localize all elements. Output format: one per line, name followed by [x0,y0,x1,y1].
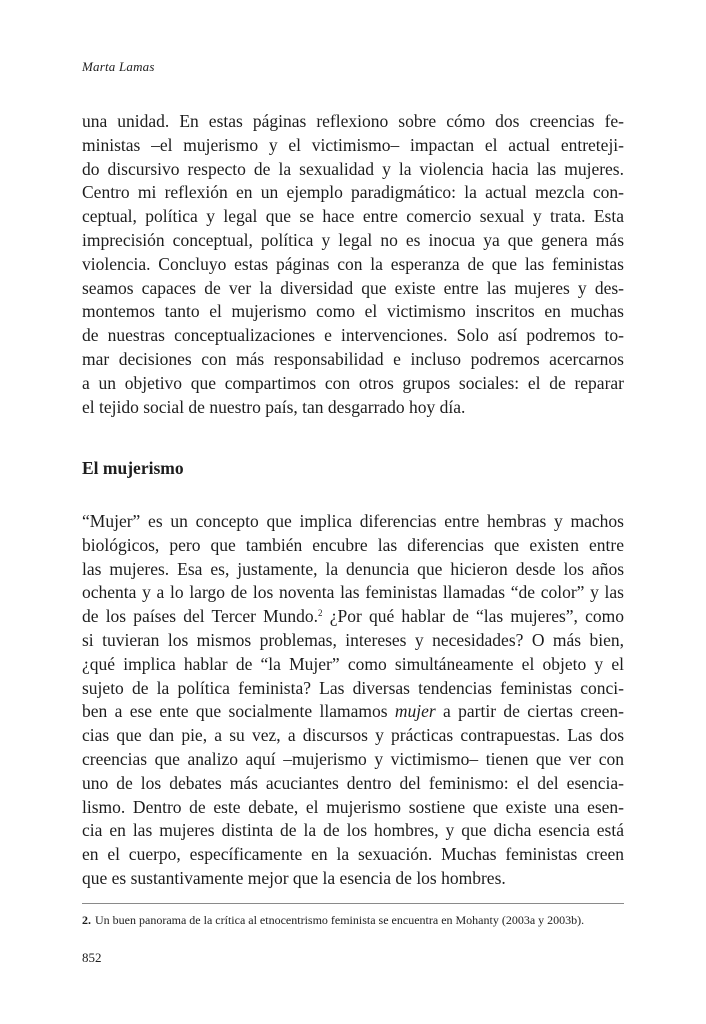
line-text: ben a ese ente que socialmente llamamos [82,701,395,722]
paragraph-line: cias que dan pie, a su vez, a discursos y prácticas contrapuestas. Las dos [82,725,624,746]
paragraph-line: ochenta y a lo largo de los noventa las feministas llamadas “de color” y las [82,582,624,603]
paragraph-line: lismo. Dentro de este debate, el mujerismo sostiene que existe una esen- [82,796,624,817]
paragraph-line: violencia. Concluyo estas páginas con la esperanza de que las feministas [82,253,624,274]
paragraph-line: seamos capaces de ver la diversidad que existe entre las mujeres y des- [82,277,624,298]
page-number: 852 [82,950,102,965]
paragraph-line: Centro mi reflexión en un ejemplo paradigmático: la actual mezcla con- [82,182,624,203]
paragraph-line: si tuvieran los mismos problemas, intereses y necesidades? O más bien, [82,629,624,650]
paragraph-line: creencias que analizo aquí –mujerismo y victimismo– tienen que ver con [82,748,624,769]
paragraph-line: en el cuerpo, específicamente en la sexuación. Muchas feministas creen [82,844,624,865]
paragraph-line [82,605,624,629]
paragraph-line: montemos tanto el mujerismo como el victimismo inscritos en muchas [82,301,624,322]
paragraph-line: ¿qué implica hablar de “la Mujer” como simultáneamente el objeto y el [82,653,624,674]
paragraph-line: ceptual, política y legal que se hace entre comercio sexual y trata. Esta [82,206,624,227]
paragraph-line: ministas –el mujerismo y el victimismo– impactan el actual entreteji- [82,134,624,155]
paragraph-line: “Mujer” es un concepto que implica diferencias entre hembras y machos [82,511,624,531]
running-head: Marta Lamas [82,59,155,74]
paragraph-line: las mujeres. Esa es, justamente, la denuncia que hicieron desde los años [82,558,624,579]
footnote-divider [82,903,624,904]
body-paragraph-1 [82,110,624,419]
paragraph-line: uno de los debates más acuciantes dentro del feminismo: el del esencia- [82,772,624,793]
paragraph-line: imprecisión conceptual, política y legal no es inocua ya que genera más [82,229,624,250]
paragraph-line: que es sustantivamente mejor que la esencia de los hombres. [82,867,506,888]
footnote-text: Un buen panorama de la crítica al etnocentrismo feminista se encuentra en Mohanty (2003a y 2003b). [95,913,585,927]
paragraph-line: cia en las mujeres distinta de la de los hombres, y que dicha esencia está [82,820,624,841]
paragraph-line: sujeto de la política feminista? Las diversas tendencias feministas conci- [82,677,624,698]
italic-term: mujer [394,701,436,722]
paragraph-line: a un objetivo que compartimos con otros grupos sociales: el de reparar [82,372,624,393]
footnote-number: 2. [82,913,91,927]
line-text: ¿Por qué hablar de “las mujeres”, como [322,606,624,627]
paragraph-line: una unidad. En estas páginas reflexiono sobre cómo dos creencias fe- [82,111,624,131]
footnote [82,912,642,928]
section-heading: El mujerismo [82,458,184,478]
body-paragraph-2 [82,510,624,891]
paragraph-line [82,700,624,724]
paragraph-line: el tejido social de nuestro país, tan desgarrado hoy día. [82,396,466,417]
paragraph-line: biológicos, pero que también encubre las diferencias que existen entre [82,534,624,555]
paragraph-line: do discursivo respecto de la sexualidad y la violencia hacia las mujeres. [82,158,624,179]
footnote-reference: 2 [318,608,323,619]
line-text: de los países del Tercer Mundo. [82,606,319,627]
paragraph-line: mar decisiones con más responsabilidad e incluso podremos acercarnos [82,348,624,369]
paragraph-line: de nuestras conceptualizaciones e intervenciones. Solo así podremos to- [82,325,624,346]
line-text: a partir de ciertas creen- [435,701,624,722]
